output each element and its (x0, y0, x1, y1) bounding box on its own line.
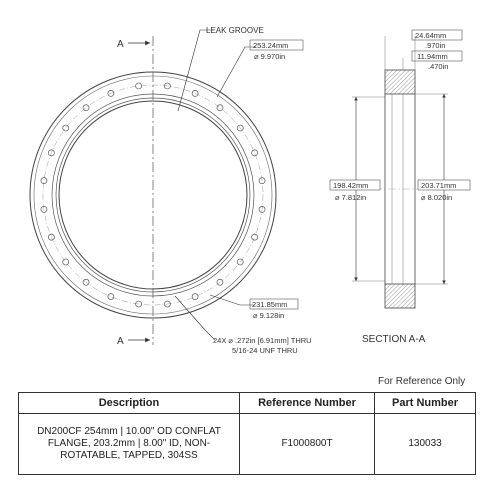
cell-reference-number: F1000800T (239, 414, 374, 475)
groove-in: .470in (428, 62, 449, 71)
header-description: Description (19, 393, 240, 414)
cell-description: DN200CF 254mm | 10.00" OD CONFLAT FLANGE, 203.2mm | 8.00" ID, NON-ROTATABLE, TAPPED, 304SS (19, 414, 240, 475)
bolt-hole (63, 259, 69, 265)
bc-mm: 231.85mm (252, 300, 288, 309)
table-row (19, 414, 476, 475)
bc-in: ⌀ 9.128in (253, 311, 285, 320)
thickness-mm: 24.64mm (415, 31, 447, 40)
od-leader (217, 47, 256, 97)
recess-mm: 203.71mm (421, 181, 457, 190)
groove-mm: 11.94mm (417, 52, 448, 61)
reference-note: For Reference Only (378, 376, 466, 387)
bolt-hole (252, 234, 258, 240)
header-part-number: Part Number (375, 393, 476, 414)
bolt-hole (108, 294, 114, 300)
bolt-hole (63, 125, 69, 131)
section-lower-solid (385, 284, 415, 308)
recess-in: ⌀ 8.020in (421, 193, 453, 202)
holes-spec-1: 24X ⌀ .272in [6.91mm] THRU (213, 336, 312, 345)
od-in: ⌀ 9.970in (254, 52, 286, 61)
id-mm: 198.42mm (333, 181, 369, 190)
section-label-bottom: A (117, 336, 124, 347)
thickness-in: .970in (425, 41, 446, 50)
bolt-hole (41, 178, 47, 184)
front-callouts (175, 26, 312, 355)
bolt-hole (252, 150, 258, 156)
holes-leader (175, 296, 215, 340)
leak-groove-label: LEAK GROOVE (206, 26, 264, 35)
holes-spec-2: 5/16-24 UNF THRU (232, 346, 298, 355)
bolt-hole (217, 105, 223, 111)
section-title: SECTION A-A (362, 334, 426, 345)
spec-table (18, 392, 476, 475)
id-in: ⌀ 7.812in (335, 193, 367, 202)
section-upper-solid (385, 70, 415, 94)
front-view (30, 36, 276, 347)
section-label-top: A (117, 39, 124, 50)
header-reference-number: Reference Number (239, 393, 374, 414)
table-header-row (19, 393, 476, 414)
cell-part-number: 130033 (375, 414, 476, 475)
od-mm: 253.24mm (253, 41, 289, 50)
section-view (330, 30, 470, 345)
